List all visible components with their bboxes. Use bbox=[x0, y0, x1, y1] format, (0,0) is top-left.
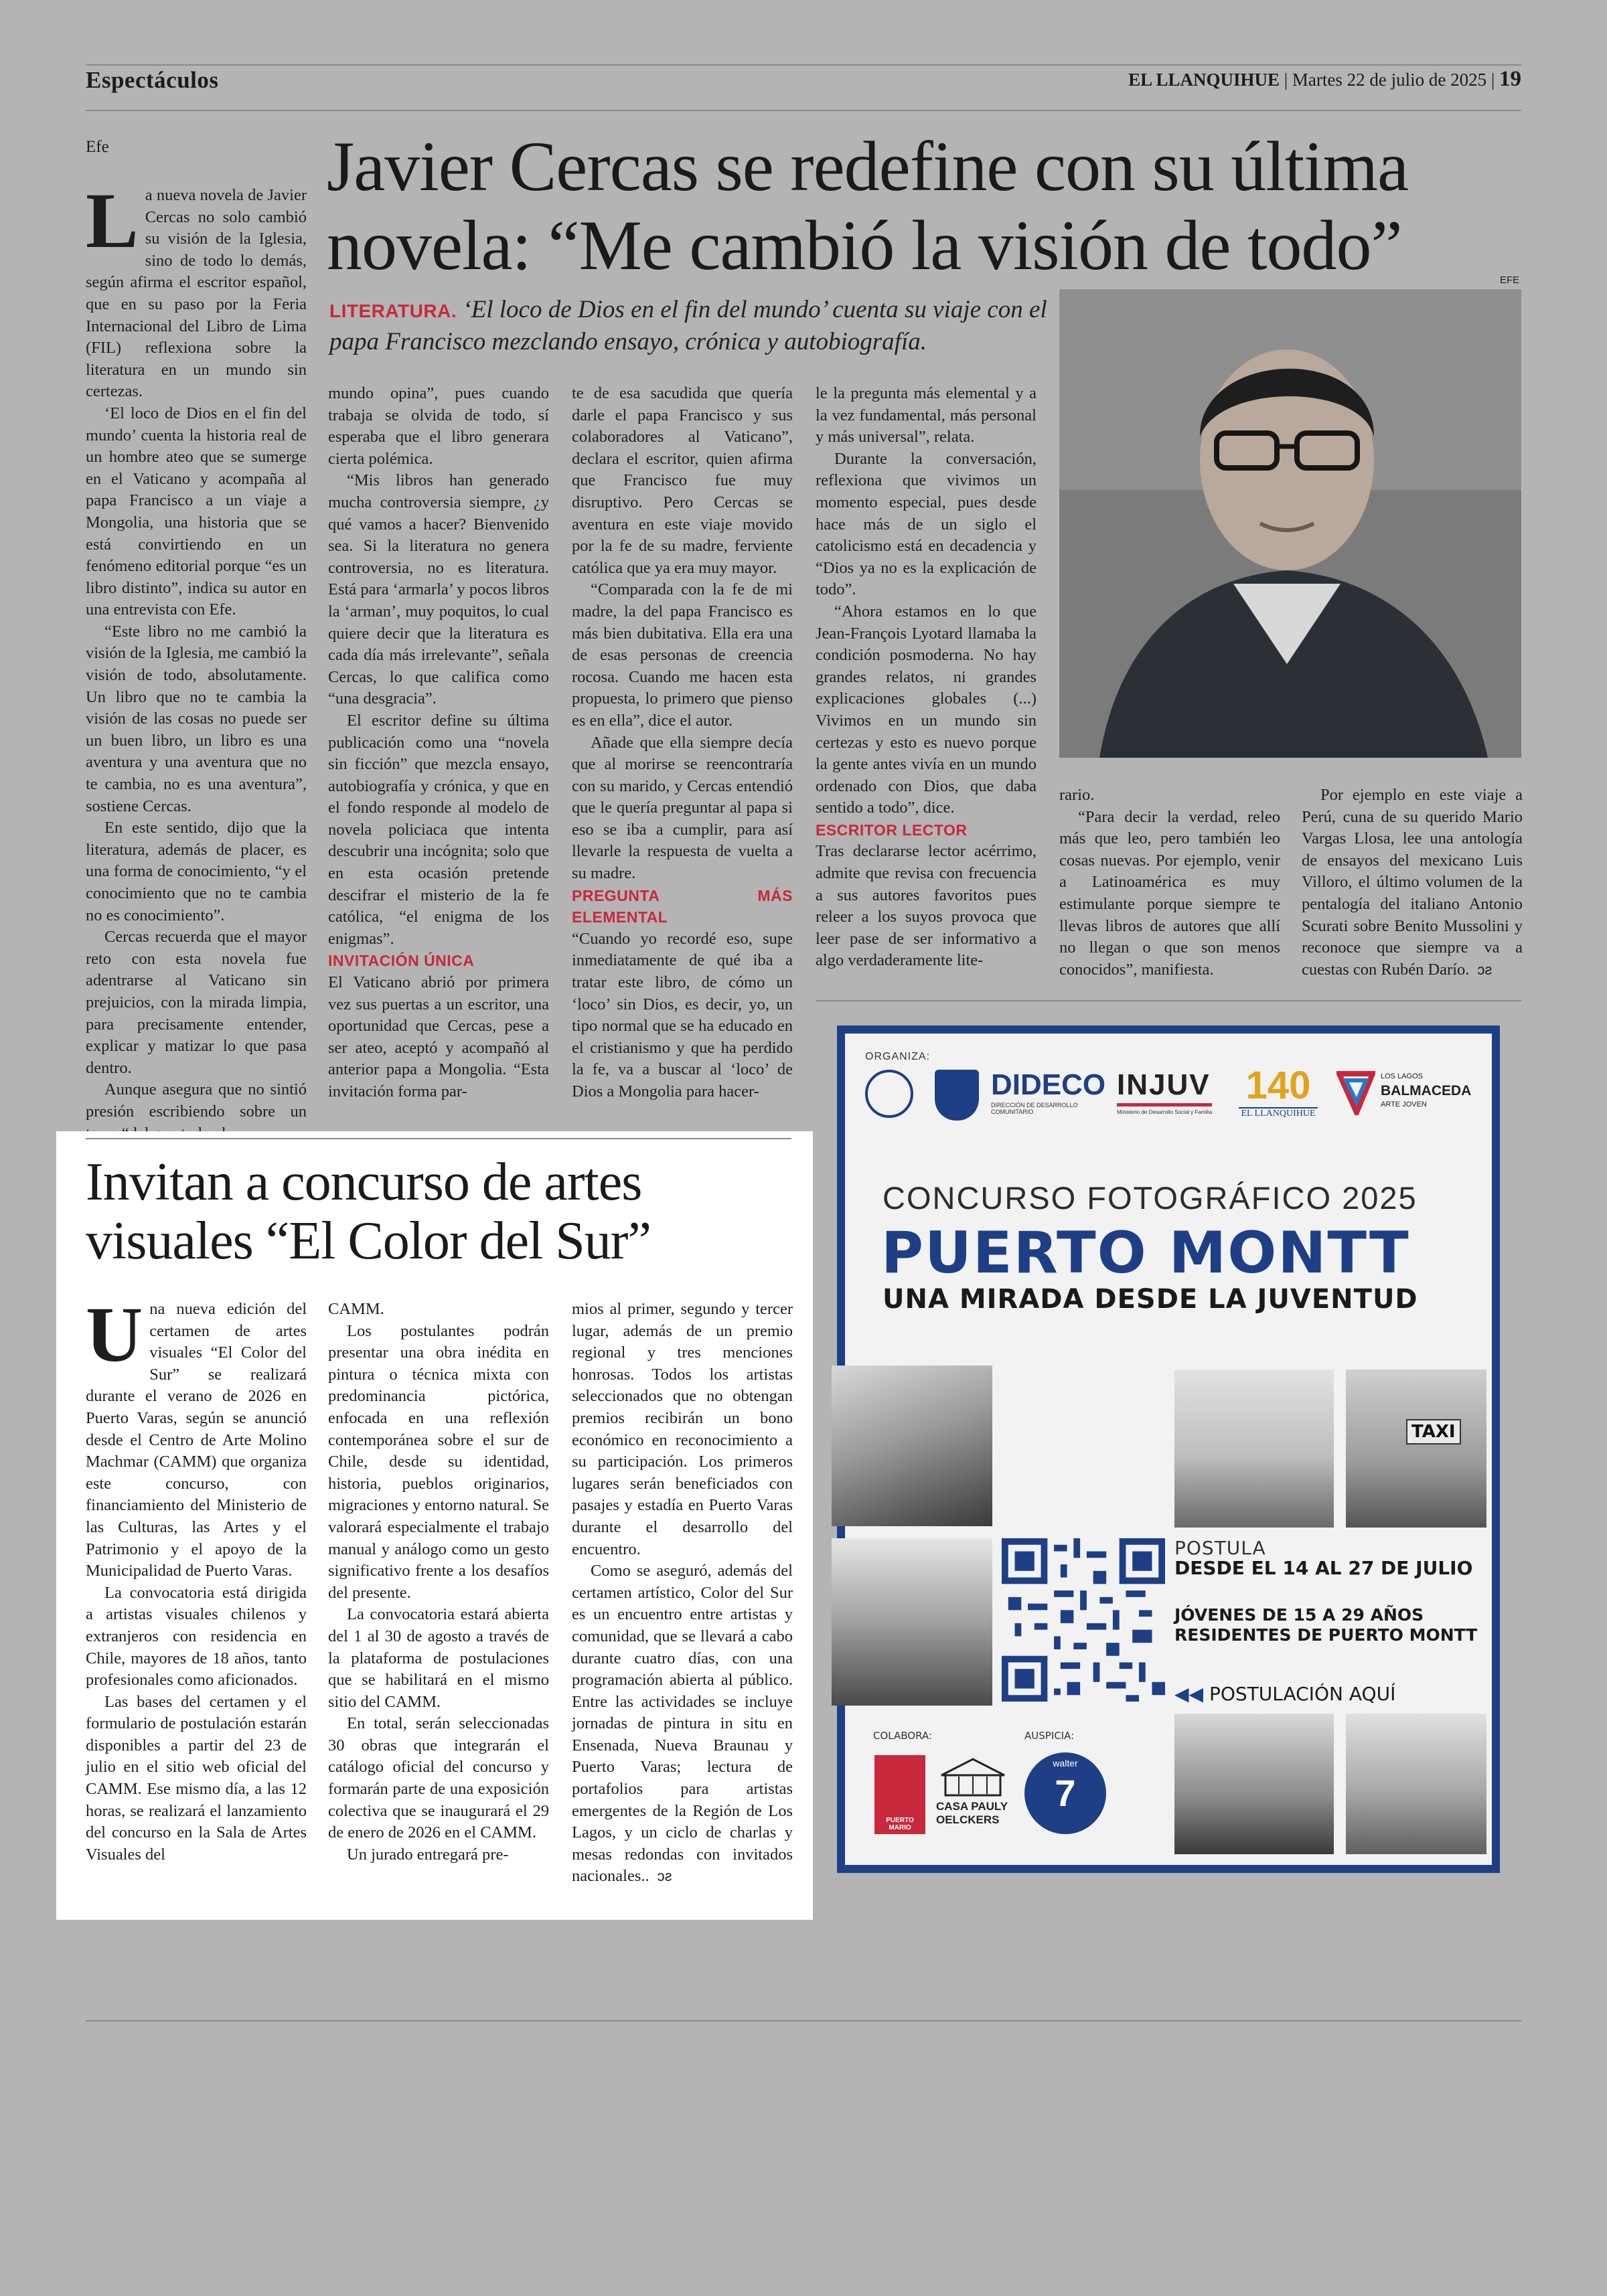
portrait-illustration bbox=[1059, 289, 1521, 758]
inset-headline bbox=[86, 1153, 795, 1270]
ad-auspicia-label: AUSPICIA: bbox=[1024, 1730, 1075, 1742]
injuv-subtitle: Ministerio de Desarrollo Social y Familia bbox=[1117, 1109, 1213, 1115]
headline-line-2: novela: “Me cambió la visión de todo” bbox=[327, 206, 1402, 284]
paragraph: Los postulantes podrán presentar una obra inédita en pintura o técnica mixta con predominancia pictórica, enfocada en una reflexión contemporánea sobre el sur de Chile, desde su identidad, historia, pueblos originarios, migraciones y entorno natural. Se valorará especialmente el trabajo manual y análogo como un gesto significativo frente a los desafíos del presente. bbox=[328, 1321, 549, 1602]
inset-headline-line-2: visuales “El Color del Sur” bbox=[86, 1212, 651, 1270]
paragraph: El escritor define su última publicación como una “novela sin ficción” que mezcla ensayo, autobiografía y crónica, y que en el fondo responde al modelo de novela policiaca que intenta descubrir una incógnita; solo que en esta ocasión pretende descifrar el misterio de la fe católica, “el enigma de los enigmas”. bbox=[328, 711, 549, 948]
ad-eligibility-age: JÓVENES DE 15 A 29 AÑOS bbox=[1174, 1605, 1424, 1625]
article-dek bbox=[329, 295, 1059, 357]
ad-photo-building bbox=[1174, 1370, 1334, 1528]
article-column-4 bbox=[816, 383, 1037, 972]
ad-organiza-label: ORGANIZA: bbox=[865, 1051, 931, 1062]
section-label: Espectáculos bbox=[86, 67, 219, 93]
paragraph: “Para decir la verdad, releo más que leo, pero también leo cosas nuevas. Por ejemplo, venir a Latinoamérica es muy estimulante porque siempre te llevas libros de autores que allí no llegan o que son menos conocidos”, manifiesta. bbox=[1059, 807, 1280, 979]
paragraph: ‘El loco de Dios en el fin del mundo’ cuenta la historia real de un hombre ateo que se sumerge en el Vaticano y acompaña al papa Francisco a un viaje a Mongolia, una historia que se está convirtiendo en un fenómeno editorial porque “es un libro distinto”, indica su autor en una entrevista con Efe. bbox=[86, 404, 307, 619]
paragraph: En total, serán seleccionadas 30 obras que integrarán el catálogo oficial del concurso y formarán parte de una exposición colectiva que se inaugurará el 29 de enero de 2026 en el CAMM. bbox=[328, 1714, 549, 1842]
ad-photo-boat bbox=[1174, 1714, 1334, 1854]
ad-eligibility-residence: RESIDENTES DE PUERTO MONTT bbox=[1174, 1625, 1478, 1645]
llanquihue-name: EL LLANQUIHUE bbox=[1239, 1107, 1318, 1119]
paragraph: a nueva novela de Javier Cercas no solo cambió su visión de la Iglesia, sino de todo lo demás, según afirma el escritor español, que en su paso por la Feria Internacional del Libro de Lima (FIL) reflexiona sobre la literatura en un mundo sin certezas. bbox=[86, 186, 307, 401]
article-column-5 bbox=[1059, 785, 1280, 981]
ad-apply-link[interactable] bbox=[1174, 1683, 1395, 1705]
municipal-seal-icon bbox=[865, 1070, 913, 1118]
masthead-info: EL LLANQUIHUE | Martes 22 de julio de 2025 | 19 bbox=[1128, 67, 1521, 91]
article-column-3 bbox=[572, 383, 793, 1103]
byline: Efe bbox=[86, 138, 109, 156]
taxi-sign: TAXI bbox=[1406, 1419, 1461, 1445]
paragraph: El Vaticano abrió por primera vez sus puertas a un escritor, una oportunidad que Cercas, pese a ser ateo, aceptó y acompañó al anterior papa a Mongolia. “Esta invitación forma par- bbox=[328, 973, 549, 1100]
ad-photo-taxi-sign bbox=[1346, 1370, 1486, 1528]
inset-column-3 bbox=[572, 1299, 793, 1888]
issue-date: Martes 22 de julio de 2025 bbox=[1292, 70, 1487, 90]
inset-column-1 bbox=[86, 1291, 307, 1866]
dideco-logo bbox=[991, 1068, 1105, 1115]
end-mark: ↄƨ bbox=[657, 1868, 672, 1885]
casa-pauly-line-2: OELCKERS bbox=[936, 1813, 1000, 1826]
paragraph: “Este libro no me cambió la visión de la Iglesia, me cambió la visión de todo, absolutamente. Un libro que no te cambia la visión de las cosas no puede ser un buen libro, un libro es una aventura y una aventura que no te cambia, no es una aventura”, sostiene Cercas. bbox=[86, 622, 307, 815]
paragraph: Por ejemplo en este viaje a Perú, cuna de su querido Mario Vargas Llosa, lee una antología de ensayos del mexicano Luis Villoro, el último volumen de la pentalogía del italiano Antonio Scurati sobre Benito Mussolini y reconoce que siempre va a cuestas con Rubén Darío. bbox=[1302, 786, 1523, 979]
house-icon bbox=[936, 1756, 1010, 1797]
walter-logo bbox=[1024, 1752, 1106, 1834]
paragraph: “Comparada con la fe de mi madre, la del papa Francisco es más bien dubitativa. Ella era una de esas personas de creencia rocosa. Cuando me hacen esta propuesta, lo primero que pienso es en ella”, dice el autor. bbox=[572, 580, 793, 730]
ad-photo-lake bbox=[832, 1538, 992, 1706]
article-column-1 bbox=[86, 177, 307, 1145]
double-arrow-left-icon: ◀◀ bbox=[1174, 1683, 1204, 1705]
paragraph: na nueva edición del certamen de artes visuales “El Color del Sur” se realizará durante el verano de 2026 en Puerto Varas, según se anunció desde el Centro de Arte Molino Machmar (CAMM) que organiza este concurso, con financiamiento del Ministerio de las Culturas, las Artes y el Patrimonio y el apoyo de la Municipalidad de Puerto Varas. bbox=[86, 1300, 307, 1580]
ad-postula: POSTULA bbox=[1174, 1537, 1266, 1559]
paragraph: mundo opina”, pues cuando trabaja se olvida de todo, sí esperaba que el libro generara cierta polémica. bbox=[328, 384, 549, 468]
casa-pauly-line-1: CASA PAULY bbox=[936, 1800, 1008, 1813]
paper-name: EL LLANQUIHUE bbox=[1128, 70, 1280, 90]
inset-column-2 bbox=[328, 1299, 549, 1866]
injuv-name: INJUV bbox=[1117, 1068, 1212, 1106]
walter-seven-icon: 7 bbox=[1055, 1772, 1076, 1814]
paragraph: En este sentido, dijo que la literatura, además de placer, es una forma de conocimiento, “y el conocimiento que no te cambia no es conocimiento”. bbox=[86, 819, 307, 924]
ad-photo-plaza bbox=[1346, 1714, 1486, 1854]
balmaceda-region: LOS LAGOS bbox=[1381, 1072, 1423, 1080]
anniversary-number: 140 bbox=[1245, 1064, 1311, 1107]
paragraph: Aunque asegura que no sintió presión escribiendo sobre un bbox=[86, 1080, 307, 1121]
author-photo bbox=[1059, 289, 1521, 758]
paragraph: “Mis libros han generado mucha controversia siempre, ¿y qué vamos a hacer? Bienvenido sea. Si la literatura no genera controversia, no es literatura. Está para ‘armarla’ y pocos libros la ‘arman’, muy poquitos, lo cual quiere decir que la literatura es cada día más irrelevante”, señala Cercas, lo que califica como “una desgracia”. bbox=[328, 471, 549, 708]
injuv-logo bbox=[1117, 1068, 1212, 1115]
ad-tagline: UNA MIRADA DESDE LA JUVENTUD bbox=[883, 1284, 1418, 1315]
qr-code[interactable] bbox=[1002, 1538, 1165, 1702]
ad-city: PUERTO MONTT bbox=[881, 1220, 1410, 1287]
dek-kicker: LITERATURA. bbox=[329, 301, 457, 321]
headline-line-1: Javier Cercas se redefine con su última bbox=[327, 127, 1409, 206]
llanquihue-140-logo bbox=[1239, 1064, 1318, 1119]
paragraph: CAMM. bbox=[328, 1300, 384, 1318]
subheading: PREGUNTA MÁS ELEMENTAL bbox=[572, 886, 793, 926]
ad-contest-title: CONCURSO FOTOGRÁFICO 2025 bbox=[883, 1180, 1418, 1216]
paragraph: “Ahora estamos en lo que Jean-François Lyotard llamaba la condición posmoderna. No hay grandes relatos, ni grandes explicaciones globales (...) Vivimos en un mundo sin certezas y esto es nuevo porque la gente antes vivía en un mundo ordenado con Dios, que daba sentido a todo”, dice. bbox=[816, 602, 1037, 817]
article-column-2 bbox=[328, 383, 549, 1103]
ad-dates: DESDE EL 14 AL 27 DE JULIO bbox=[1174, 1557, 1473, 1579]
paragraph: Durante la conversación, reflexiona que vivimos un momento especial, pues desde hace más de un siglo el catolicismo está en decadencia y “Dios ya no es la explicación de todo”. bbox=[816, 449, 1037, 599]
ad-photo-waterfront bbox=[832, 1366, 992, 1526]
subheading: ESCRITOR LECTOR bbox=[816, 821, 968, 839]
bottom-rule bbox=[86, 2020, 1521, 2022]
puerto-mario-logo bbox=[874, 1755, 925, 1834]
subheading: INVITACIÓN ÚNICA bbox=[328, 952, 475, 970]
paragraph: le la pregunta más elemental y a la vez fundamental, más personal y más universal”, relata. bbox=[816, 384, 1037, 446]
page-number: 19 bbox=[1499, 67, 1521, 91]
photo-credit: EFE bbox=[1500, 274, 1520, 286]
walter-name: walter bbox=[1053, 1758, 1078, 1769]
paragraph: Cercas recuerda que el mayor reto con esta novela fue adentrarse al Vaticano sin prejuicios, con la mirada limpia, para precisamente entender, explicar y matizar lo que pasa dentro. bbox=[86, 928, 307, 1077]
paragraph: Añade que ella siempre decía que al morirse se reencontraría con su marido, y Cercas entendió que le quería preguntar al papa si eso se iba a cumplir, para así llevarle la respuesta de vuelta a su madre. bbox=[572, 733, 793, 883]
dek-text: ‘El loco de Dios en el fin del mundo’ cuenta su viaje con el papa Francisco mezclando ensayo, crónica y autobiografía. bbox=[329, 296, 1047, 355]
article-headline bbox=[327, 127, 1532, 285]
paragraph: La convocatoria estará abierta del 1 al 30 de agosto a través de la plataforma de postulaciones que se habilitará en el mismo sitio del CAMM. bbox=[328, 1605, 549, 1711]
ad-apply-label: POSTULACIÓN AQUÍ bbox=[1209, 1683, 1396, 1705]
inset-headline-line-1: Invitan a concurso de artes bbox=[86, 1153, 642, 1212]
article-column-6 bbox=[1302, 785, 1523, 981]
puerto-mario-name: PUERTO MARIO bbox=[886, 1817, 914, 1831]
casa-pauly-logo bbox=[936, 1756, 1010, 1827]
paragraph: La convocatoria está dirigida a artistas visuales chilenos y extranjeros con residencia en Chile, mayores de 18 años, tanto profesionales como aficionados. bbox=[86, 1583, 307, 1690]
paragraph: te de esa sacudida que quería darle el papa Francisco y sus colaboradores al Vaticano”, declara el escritor, quien afirma que Francisco fue muy disruptivo. Pero Cercas se aventura en este viaje movido por la fe de su madre, ferviente católica que ya era muy mayor. bbox=[572, 384, 793, 577]
paragraph: Como se aseguró, además del certamen artístico, Color del Sur es un encuentro entre artistas y comunidad, que se llevará a cabo durante cuatro días, con una programación abierta al público. Entre las actividades se incluye jornadas de pintura in situ en Ensenada, Nueva Braunau y Puerto Varas; lectura de portafolios para artistas emergentes de la Región de Los Lagos, y un ciclo de charlas y mesas redondas con invitados nacionales.. bbox=[572, 1562, 793, 1886]
dideco-subtitle: DIRECCIÓN DE DESARROLLO COMUNITARIO bbox=[991, 1102, 1078, 1115]
paragraph: Tras declararse lector acérrimo, admite que revisa con frecuencia a sus autores favoritos pues releer a los suyos provoca que leer pase de ser informativo a algo verdaderamente lite- bbox=[816, 842, 1037, 970]
end-mark: ↄƨ bbox=[1477, 961, 1493, 978]
paragraph: “Cuando yo recordé eso, supe inmediatamente de qué iba a tratar este libro, de cómo un ‘loco’ sin Dios, es decir, yo, un tipo normal que se ha educado en el cristianismo y que ha perdido la fe, va a buscar al ‘loco’ de Dios a Mongolia para hacer- bbox=[572, 929, 793, 1100]
paragraph: mios al primer, segundo y tercer lugar, además de un premio regional y tres menciones honrosas. Todos los artistas seleccionados que no obtengan premios recibirán un bono económico en reconocimiento a su participación. Los primeros lugares serán beneficiados con pasajes y estadía en Puerto Varas durante el desarrollo del encuentro. bbox=[572, 1300, 793, 1558]
paragraph: rario. bbox=[1059, 786, 1095, 804]
shield-icon bbox=[935, 1070, 979, 1121]
ad-colabora-label: COLABORA: bbox=[873, 1730, 932, 1742]
balmaceda-icon bbox=[1336, 1071, 1375, 1115]
dropcap: L bbox=[86, 177, 139, 264]
dropcap: U bbox=[86, 1291, 143, 1378]
balmaceda-name: BALMACEDA bbox=[1381, 1083, 1472, 1098]
balmaceda-subtitle: ARTE JOVEN bbox=[1381, 1100, 1427, 1109]
paragraph: Las bases del certamen y el formulario de postulación estarán disponibles a partir del 23 de julio en el sitio web oficial del CAMM. Ese mismo día, a las 12 horas, se realizará el lanzamiento del concurso en la Sala de Artes Visuales del bbox=[86, 1692, 307, 1864]
paragraph: Un jurado entregará pre- bbox=[347, 1845, 509, 1864]
dideco-name: DIDECO bbox=[991, 1068, 1106, 1101]
